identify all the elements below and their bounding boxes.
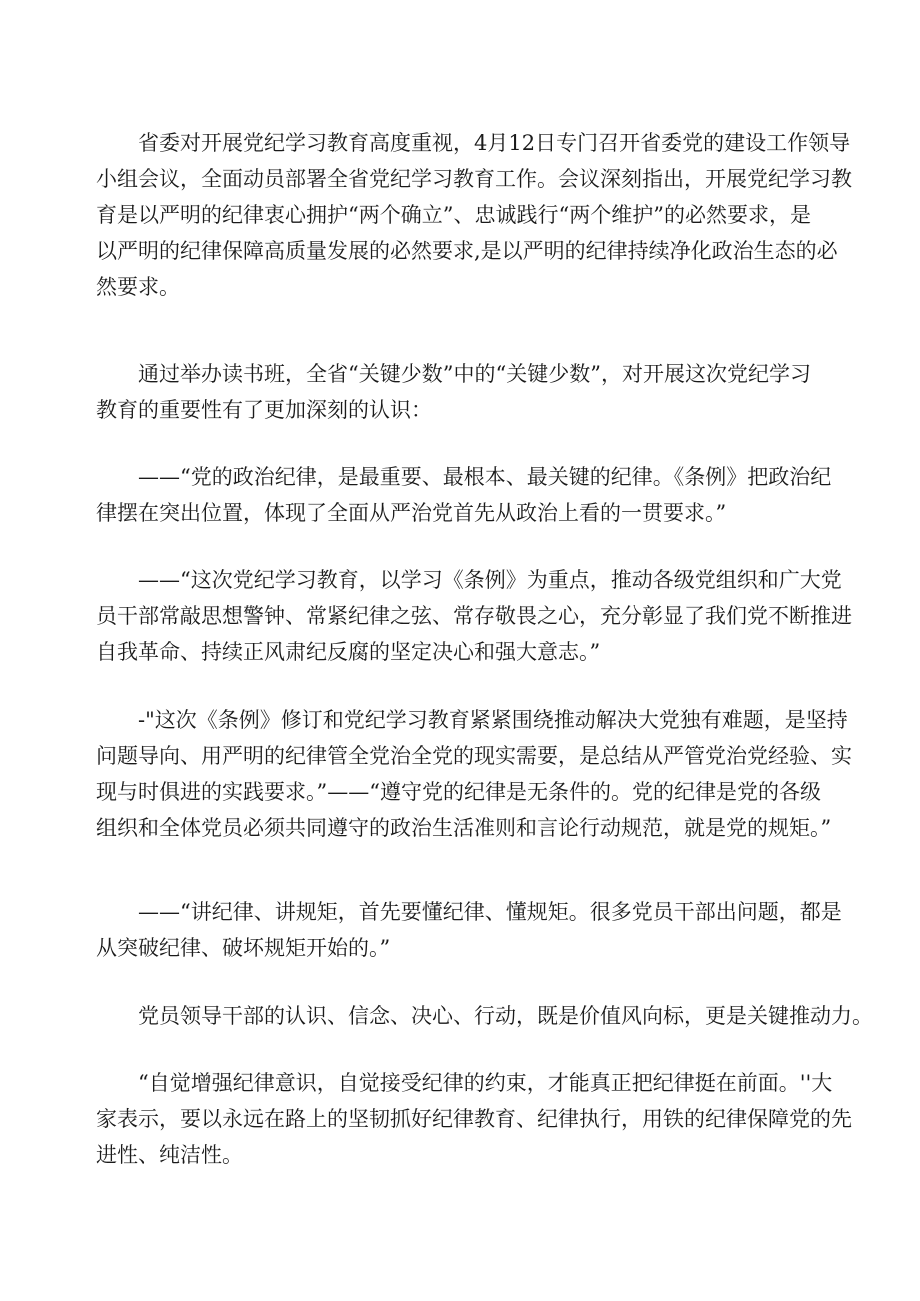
text-line: 党员领导干部的认识、信念、决心、行动，既是价值风向标，更是关键推动力。 (96, 1004, 873, 1028)
text-line: 问题导向、用严明的纪律管全党治全党的现实需要，是总结从严管党治党经验、实 (96, 744, 852, 768)
text-line: 教育的重要性有了更加深刻的认识： (96, 398, 432, 422)
paragraph-1 (96, 125, 866, 305)
text-line: 省委对开展党纪学习教育高度重视，4月12日专门召开省委党的建设工作领导 (96, 131, 851, 155)
text-line: ——“讲纪律、讲规矩，首先要懂纪律、懂规矩。很多党员干部出问题，都是 (96, 900, 842, 924)
paragraph-6 (96, 894, 866, 966)
paragraph-5 (96, 702, 866, 846)
text-line: 通过举办读书班，全省“关键少数”中的“关键少数”，对开展这次党纪学习 (96, 362, 811, 386)
text-line: 自我革命、持续正风肃纪反腐的坚定决心和强大意志。” (96, 640, 601, 664)
text-line: “自觉增强纪律意识，自觉接受纪律的约束，才能真正把纪律挺在前面。''大 (96, 1071, 833, 1095)
text-line: ——“党的政治纪律，是最重要、最根本、最关键的纪律。《条例》把政治纪 (96, 465, 832, 489)
text-line: 律摆在突出位置，体现了全面从严治党首先从政治上看的一贯要求。” (96, 501, 727, 525)
paragraph-8 (96, 1065, 866, 1173)
text-line: 现与时俱进的实践要求。”——“遵守党的纪律是无条件的。党的纪律是党的各级 (96, 780, 821, 804)
text-line: -"这次《条例》修订和党纪学习教育紧紧围绕推动解决大党独有难题，是坚持 (96, 708, 848, 732)
text-line: 从突破纪律、破坏规矩开始的。” (96, 936, 391, 960)
paragraph-4 (96, 562, 866, 670)
text-line: 进性、纯洁性。 (96, 1143, 243, 1167)
text-line: 育是以严明的纪律衷心拥护“两个确立”、忠诚践行“两个维护”的必然要求，是 (96, 203, 811, 227)
text-line: 员干部常敲思想警钟、常紧纪律之弦、常存敬畏之心，充分彰显了我们党不断推进 (96, 604, 852, 628)
text-line: 然要求。 (96, 275, 180, 299)
text-line: ——“这次党纪学习教育，以学习《条例》为重点，推动各级党组织和广大党 (96, 568, 842, 592)
paragraph-7 (96, 998, 873, 1034)
text-line: 组织和全体党员必须共同遵守的政治生活准则和言论行动规范，就是党的规矩。” (96, 816, 832, 840)
text-line: 小组会议，全面动员部署全省党纪学习教育工作。会议深刻指出，开展党纪学习教 (96, 167, 852, 191)
text-line: 以严明的纪律保障高质量发展的必然要求,是以严明的纪律持续净化政治生态的必 (96, 239, 838, 263)
paragraph-3 (96, 459, 866, 531)
text-line: 家表示，要以永远在路上的坚韧抓好纪律教育、纪律执行，用铁的纪律保障党的先 (96, 1107, 852, 1131)
paragraph-2 (96, 356, 866, 428)
